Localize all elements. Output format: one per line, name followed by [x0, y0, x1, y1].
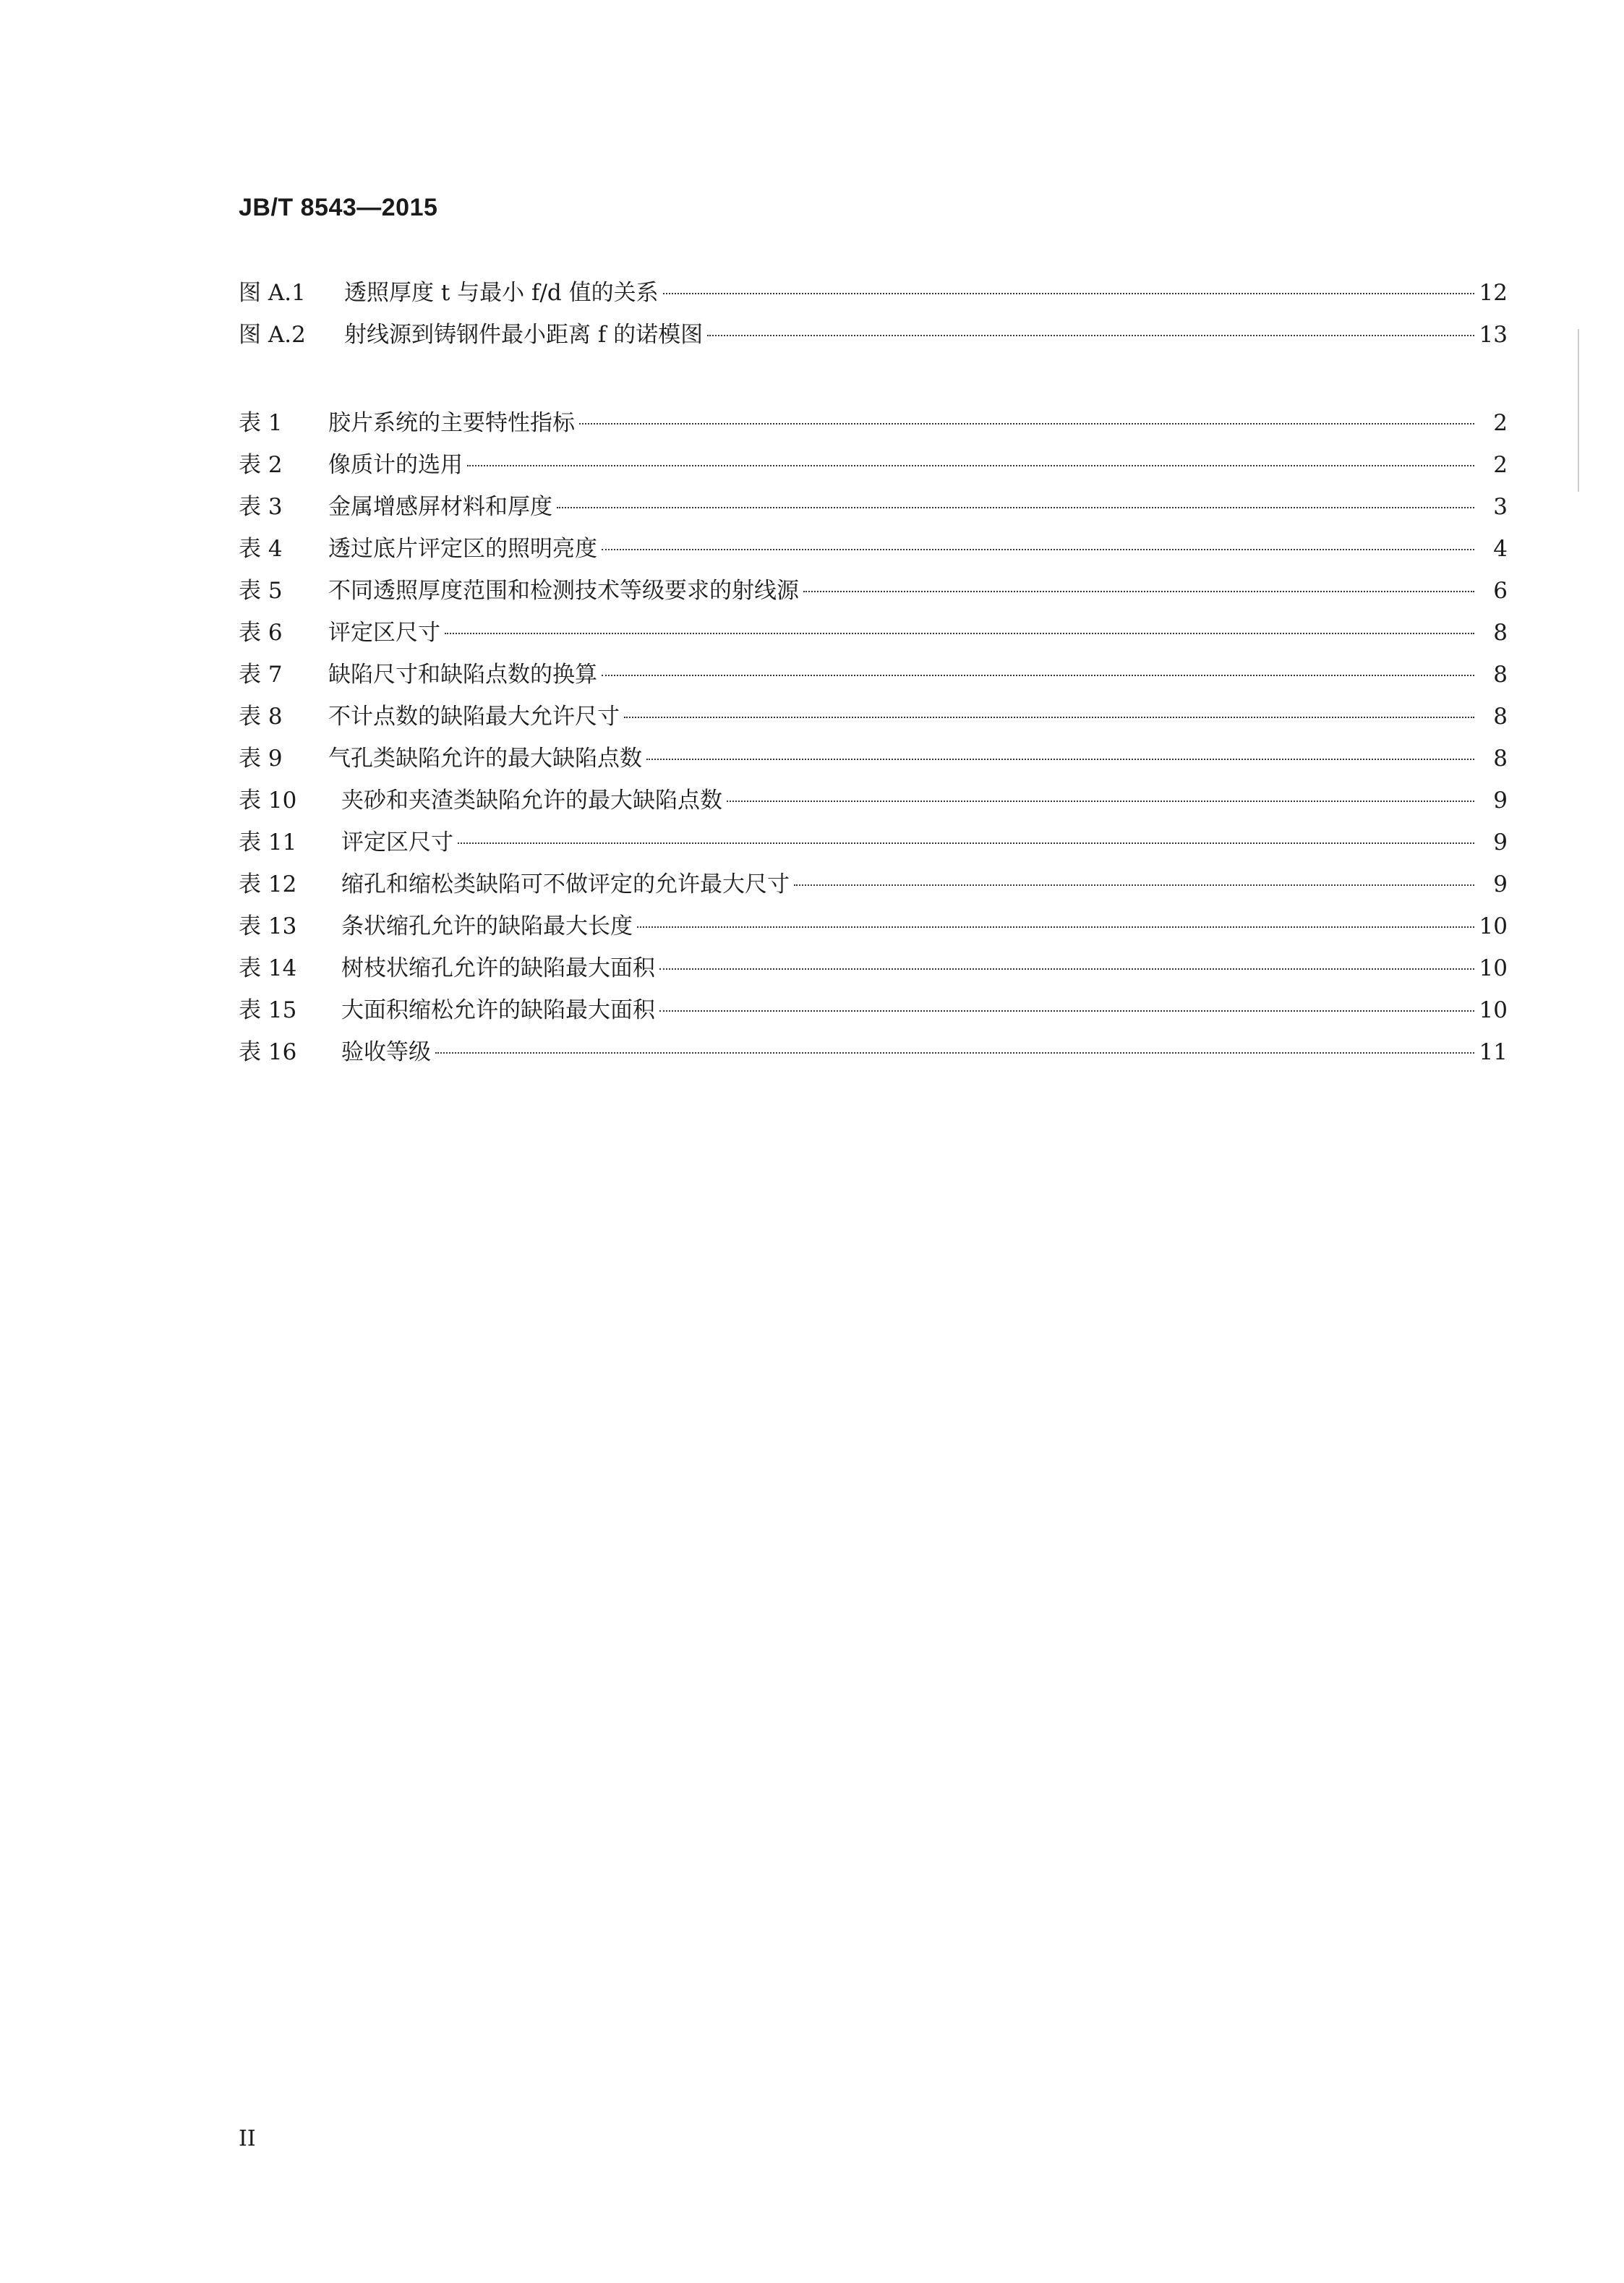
toc-entry-page: 3	[1493, 494, 1508, 520]
dot-leader	[467, 465, 1474, 466]
toc-entry-label: 表 8	[239, 704, 283, 730]
toc-entry-title: 评定区尺寸	[341, 829, 453, 855]
toc-entry	[239, 654, 1508, 696]
toc-entry-title: 评定区尺寸	[328, 620, 440, 646]
toc-entry-label: 表 1	[239, 410, 283, 436]
toc-entry-label: 表 14	[239, 955, 297, 981]
toc-entry-page: 12	[1479, 280, 1508, 306]
toc-entry-label: 表 12	[239, 871, 297, 897]
toc-entry	[239, 989, 1508, 1031]
toc-entry	[239, 696, 1508, 738]
page-number: II	[239, 2126, 256, 2151]
dot-leader	[624, 717, 1474, 718]
toc-entry-title: 像质计的选用	[328, 452, 463, 478]
figure-list	[239, 272, 1508, 356]
toc-entry-title: 金属增感屏材料和厚度	[328, 494, 552, 520]
dot-leader	[445, 633, 1474, 634]
toc-entry	[239, 612, 1508, 654]
toc-entry	[239, 528, 1508, 570]
toc-entry	[239, 272, 1508, 314]
dot-leader	[458, 842, 1474, 844]
toc-entry	[239, 780, 1508, 822]
dot-leader	[646, 759, 1474, 760]
table-list	[239, 402, 1508, 1073]
document-code: JB/T 8543—2015	[239, 194, 438, 221]
toc-entry-label: 表 9	[239, 746, 283, 772]
toc-entry	[239, 863, 1508, 905]
toc-entry-label: 表 4	[239, 536, 283, 562]
toc-entry-title: 夹砂和夹渣类缺陷允许的最大缺陷点数	[341, 788, 722, 814]
toc-entry-page: 10	[1479, 955, 1508, 981]
toc-entry-title: 验收等级	[341, 1039, 431, 1065]
toc-entry	[239, 947, 1508, 989]
toc-entry-page: 10	[1479, 997, 1508, 1023]
dot-leader	[602, 549, 1474, 550]
toc-entry-page: 8	[1493, 662, 1508, 688]
toc-entry-label: 表 7	[239, 662, 283, 688]
toc-entry-label: 表 16	[239, 1039, 297, 1065]
toc-entry	[239, 486, 1508, 528]
toc-entry-title: 射线源到铸钢件最小距离 f 的诺模图	[344, 322, 704, 348]
toc-entry-title: 大面积缩松允许的缺陷最大面积	[341, 997, 655, 1023]
toc-entry-page: 2	[1493, 452, 1508, 478]
toc-entry	[239, 905, 1508, 947]
dot-leader	[794, 884, 1474, 886]
toc-entry-title: 透照厚度 t 与最小 f/d 值的关系	[344, 280, 659, 306]
toc-entry-label: 表 3	[239, 494, 283, 520]
dot-leader	[663, 293, 1474, 294]
toc-entry-page: 4	[1493, 536, 1508, 562]
toc-entry	[239, 1031, 1508, 1073]
toc-entry-page: 10	[1479, 913, 1508, 939]
dot-leader	[435, 1052, 1474, 1054]
toc-entry-label: 表 2	[239, 452, 283, 478]
toc-entry-page: 9	[1493, 788, 1508, 814]
toc-entry-page: 13	[1479, 322, 1508, 348]
toc-entry-page: 9	[1493, 829, 1508, 855]
dot-leader	[659, 1010, 1474, 1012]
toc-entry-title: 不同透照厚度范围和检测技术等级要求的射线源	[328, 578, 799, 604]
toc-entry-title: 树枝状缩孔允许的缺陷最大面积	[341, 955, 655, 981]
dot-leader	[727, 801, 1474, 802]
toc-entry-title: 胶片系统的主要特性指标	[328, 410, 575, 436]
scan-margin-line	[1578, 329, 1579, 492]
dot-leader	[557, 507, 1474, 508]
dot-leader	[637, 926, 1474, 928]
toc-entry-label: 图 A.1	[239, 280, 306, 306]
toc-entry-page: 8	[1493, 620, 1508, 646]
toc-entry-page: 9	[1493, 871, 1508, 897]
toc-entry-label: 表 15	[239, 997, 297, 1023]
toc-entry-page: 6	[1493, 578, 1508, 604]
toc-entry-title: 缺陷尺寸和缺陷点数的换算	[328, 662, 597, 688]
toc-entry-title: 不计点数的缺陷最大允许尺寸	[328, 704, 620, 730]
toc-entry-label: 图 A.2	[239, 322, 306, 348]
toc-entry	[239, 444, 1508, 486]
toc-entry-title: 气孔类缺陷允许的最大缺陷点数	[328, 746, 642, 772]
toc-entry-page: 2	[1493, 410, 1508, 436]
toc-entry-title: 透过底片评定区的照明亮度	[328, 536, 597, 562]
toc-entry	[239, 570, 1508, 612]
toc-entry	[239, 402, 1508, 444]
dot-leader	[602, 675, 1474, 676]
dot-leader	[579, 423, 1474, 424]
toc-entry	[239, 822, 1508, 863]
dot-leader	[803, 591, 1474, 592]
toc-entry-label: 表 5	[239, 578, 283, 604]
dot-leader	[659, 968, 1474, 970]
toc-entry-page: 8	[1493, 704, 1508, 730]
toc-entry-label: 表 6	[239, 620, 283, 646]
toc-entry-page: 11	[1479, 1039, 1508, 1065]
toc-entry-page: 8	[1493, 746, 1508, 772]
toc-entry-title: 条状缩孔允许的缺陷最大长度	[341, 913, 633, 939]
toc-entry	[239, 738, 1508, 780]
toc-entry-label: 表 10	[239, 788, 297, 814]
toc-entry-title: 缩孔和缩松类缺陷可不做评定的允许最大尺寸	[341, 871, 790, 897]
dot-leader	[707, 335, 1474, 336]
toc-entry-label: 表 13	[239, 913, 297, 939]
toc-entry	[239, 314, 1508, 356]
toc-entry-label: 表 11	[239, 829, 297, 855]
